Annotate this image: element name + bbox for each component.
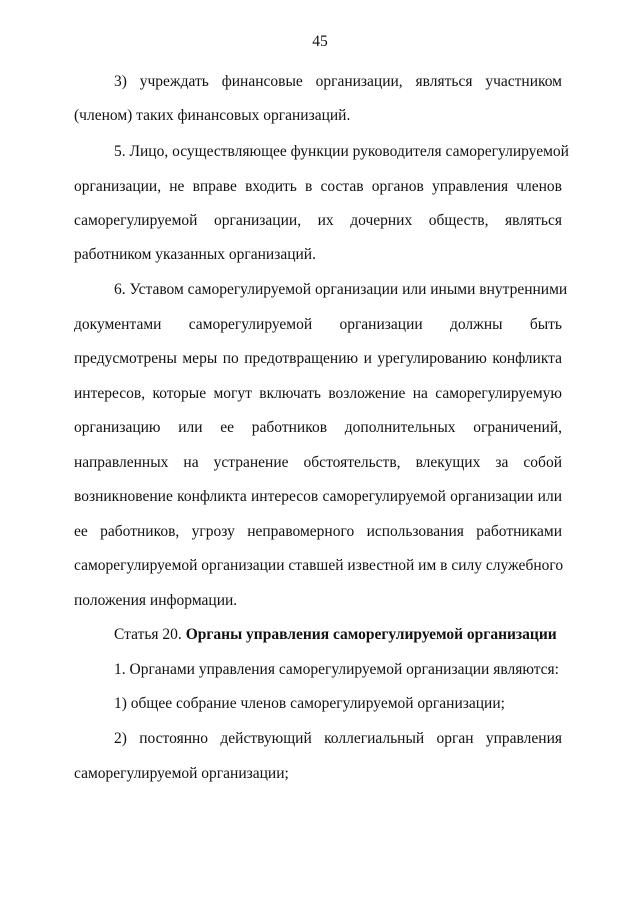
paragraph-line: 6. Уставом саморегулируемой организации или иными внутренними xyxy=(114,281,568,298)
article-prefix: Статья 20. xyxy=(114,626,186,643)
paragraph-line: организации, не вправе входить в состав органов управления членов xyxy=(74,178,562,195)
paragraph-line: саморегулируемой организации; xyxy=(74,765,289,782)
paragraph-line: 5. Лицо, осуществляющее функции руководителя саморегулируемой xyxy=(114,143,569,160)
paragraph-line: положения информации. xyxy=(74,592,238,609)
paragraph-line: 2) постоянно действующий коллегиальный орган управления xyxy=(114,730,562,747)
paragraph-line: направленных на устранение обстоятельств, влекущих за собой xyxy=(74,454,562,471)
paragraph-line: саморегулируемой организации, их дочерних обществ, являться xyxy=(74,212,562,229)
paragraph-line: организацию или ее работников дополнительных ограничений, xyxy=(74,419,562,436)
paragraph-line: работником указанных организаций. xyxy=(74,246,316,263)
paragraph-line: (членом) таких финансовых организаций. xyxy=(74,107,351,124)
paragraph-line: саморегулируемой организации ставшей известной им в силу служебного xyxy=(74,557,564,574)
article-heading xyxy=(114,625,562,645)
paragraph-line: предусмотрены меры по предотвращению и урегулированию конфликта xyxy=(74,350,562,367)
paragraph-line: интересов, которые могут включать возложение на саморегулируемую xyxy=(74,385,562,402)
paragraph-line: 3) учреждать финансовые организации, являться участником xyxy=(114,73,562,90)
page-number: 45 xyxy=(312,33,328,50)
paragraph-line: документами саморегулируемой организации должны быть xyxy=(74,316,562,333)
article-title: Органы управления саморегулируемой организации xyxy=(185,626,557,643)
paragraph-line: ее работников, угрозу неправомерного использования работниками xyxy=(74,523,562,540)
paragraph-line: 1) общее собрание членов саморегулируемой организации; xyxy=(114,695,505,712)
paragraph-line: 1. Органами управления саморегулируемой организации являются: xyxy=(114,661,559,678)
paragraph-line: возникновение конфликта интересов саморегулируемой организации или xyxy=(74,488,562,505)
